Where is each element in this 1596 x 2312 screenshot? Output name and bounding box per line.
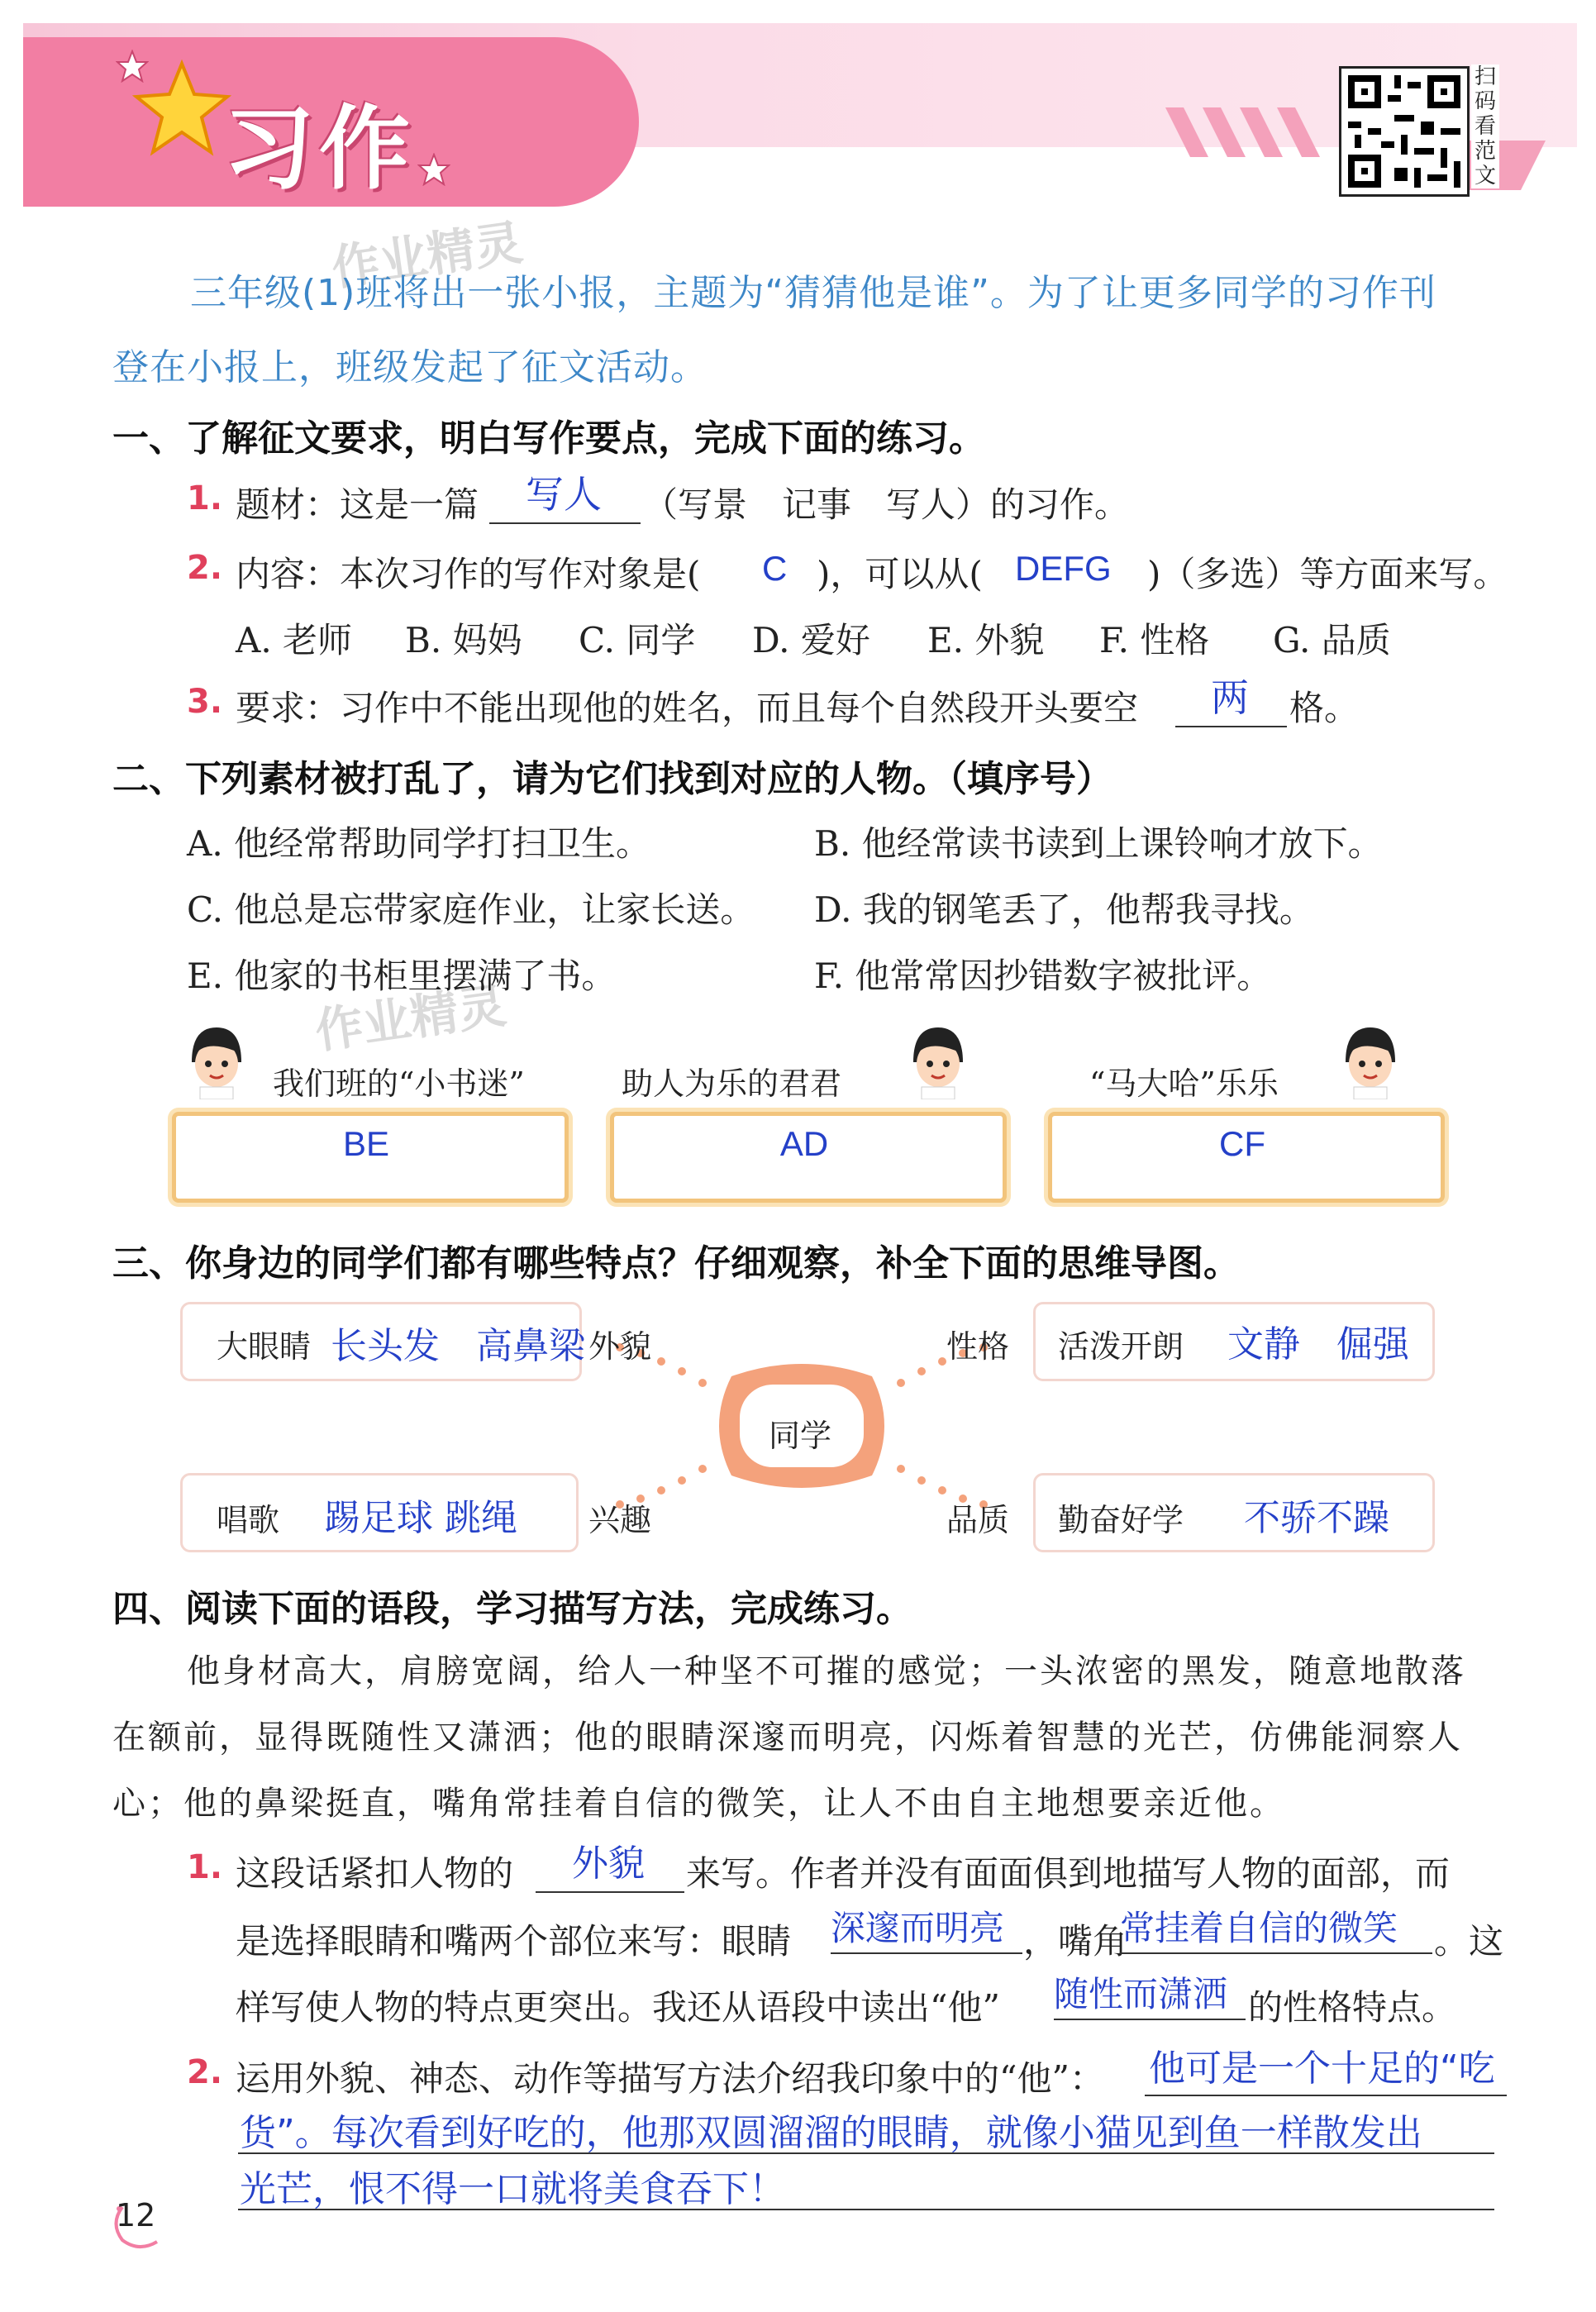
qr-label-char: 范 [1474,139,1496,164]
intro-line: 登在小报上，班级发起了征文活动。 [112,346,707,389]
answer-text: 不骄不躁 [1244,1497,1389,1539]
material-item: B. 他经常读书读到上课铃响才放下。 [814,823,1383,864]
question-number: 1. [187,479,223,517]
branch-label: 性格 [946,1328,1010,1365]
question-number: 3. [187,683,223,721]
material-item: E. 他家的书柜里摆满了书。 [187,956,617,996]
answer-text: 随性而潇洒 [1054,1974,1228,2014]
branch-label: 品质 [946,1502,1010,1538]
intro-line: 三年级(1)班将出一张小报，主题为“猜猜他是谁”。为了让更多同学的习作刊 [190,272,1436,314]
answer-text: C [762,549,788,588]
option: G. 品质 [1273,620,1391,660]
section-heading: 四、阅读下面的语段，学习描写方法，完成练习。 [112,1588,912,1630]
passage-line: 他身材高大，肩膀宽阔，给人一种坚不可摧的感觉；一头浓密的黑发，随意地散落 [187,1652,1466,1690]
option: E. 外貌 [927,620,1045,660]
option: C. 同学 [579,620,696,660]
answer-text: 长头发 高鼻梁 [331,1325,585,1367]
question-text: )（多选）等方面来写。 [1147,554,1508,594]
question-number: 2. [187,2053,223,2091]
material-item: A. 他经常帮助同学打扫卫生。 [187,823,651,864]
question-text: 是选择眼睛和嘴两个部位来写：眼睛 [236,1921,792,1962]
mind-map-center: 同学 [769,1418,832,1454]
question-text: 题材：这是一篇 [236,484,479,525]
question-text: 格。 [1289,688,1360,728]
answer-line [489,522,641,524]
answer-text: BE [342,1124,390,1163]
answer-text: 光芒，恨不得一口就将美食吞下！ [240,2168,785,2210]
qr-label-char: 扫 [1474,64,1496,89]
watermark: 作业精灵 [312,977,510,1060]
given-trait: 唱歌 [217,1502,280,1538]
option: F. 性格 [1099,620,1210,660]
decorative-stripes [1165,107,1331,165]
boy-avatar-icon [905,1021,971,1099]
person-label: 我们班的“小书迷” [273,1065,525,1102]
answer-line [536,1891,684,1893]
passage-line: 在额前，显得既随性又潇洒；他的眼睛深邃而明亮，闪烁着智慧的光芒，仿佛能洞察人 [112,1719,1463,1757]
given-trait: 活泼开朗 [1058,1328,1184,1365]
answer-text: 深邃而明亮 [831,1908,1005,1948]
question-text: )，可以从( [817,554,983,594]
qr-label-char: 码 [1474,89,1496,114]
question-text: （写景 记事 写人）的习作。 [643,484,1130,525]
answer-line [1054,2019,1246,2020]
passage-line: 心；他的鼻梁挺直，嘴角常挂着自信的微笑，让人不由自主地想要亲近他。 [112,1785,1285,1823]
answer-text: CF [1219,1124,1265,1163]
question-number: 2. [187,549,223,587]
page-title: 习作 [223,96,415,202]
option: B. 妈妈 [405,620,522,660]
answer-text: 文静 倔强 [1227,1323,1409,1366]
question-text: ，嘴角 [1023,1921,1128,1962]
section-heading: 一、了解征文要求，明白写作要点，完成下面的练习。 [112,417,985,460]
answer-text: 两 [1211,675,1249,720]
question-text: 。这 [1434,1921,1504,1962]
material-item: F. 他常常因抄错数字被批评。 [814,956,1272,996]
question-text: 这段话紧扣人物的 [236,1853,514,1894]
option: D. 爱好 [752,620,870,660]
small-star-icon [417,153,450,186]
branch-label: 兴趣 [588,1502,652,1538]
question-text: 内容：本次习作的写作对象是( [236,554,701,594]
answer-line [1175,726,1287,727]
question-text: 样写使人物的特点更突出。我还从语段中读出“他” [236,1987,1000,2028]
section-heading: 三、你身边的同学们都有哪些特点？仔细观察，补全下面的思维导图。 [112,1242,1240,1285]
qr-label-char: 文 [1474,164,1496,188]
person-label: 助人为乐的君君 [622,1065,842,1102]
watermark: 作业精灵 [328,214,526,297]
answer-text: 踢足球 跳绳 [324,1497,517,1539]
material-item: C. 他总是忘带家庭作业，让家长送。 [187,889,755,930]
answer-line [1120,1952,1432,1954]
answer-text: 货”。每次看到好吃的，他那双圆溜溜的眼睛，就像小猫见到鱼一样散发出 [240,2112,1422,2154]
person-label: “马大哈”乐乐 [1089,1065,1279,1102]
answer-text: 外貌 [572,1842,645,1885]
given-trait: 大眼睛 [217,1328,312,1365]
answer-line [1145,2095,1507,2096]
answer-text: 他可是一个十足的“吃 [1149,2047,1495,2090]
small-star-icon [116,50,149,83]
answer-line [831,1952,1022,1954]
option: A. 老师 [236,620,353,660]
question-text: 来写。作者并没有面面俱到地描写人物的面部，而 [686,1853,1451,1894]
boy-avatar-icon [183,1021,250,1099]
qr-code-icon [1341,69,1467,194]
question-text: 要求：习作中不能出现他的姓名，而且每个自然段开头要空 [236,688,1139,728]
answer-text: DEFG [1015,549,1112,588]
qr-label-char: 看 [1474,114,1496,139]
qr-code[interactable] [1339,66,1470,197]
material-item: D. 我的钢笔丢了，他帮我寻找。 [814,889,1314,930]
boy-avatar-icon [1337,1021,1403,1099]
qr-label [1471,64,1499,188]
question-text: 的性格特点。 [1248,1987,1457,2028]
section-heading: 二、下列素材被打乱了，请为它们找到对应的人物。（填序号） [112,758,1112,800]
given-trait: 勤奋好学 [1058,1502,1184,1538]
branch-label: 外貌 [588,1328,652,1365]
question-text: 运用外貌、神态、动作等描写方法介绍我印象中的“他”： [236,2058,1104,2099]
answer-text: 写人 [526,472,602,517]
answer-text: AD [779,1124,829,1163]
question-number: 1. [187,1848,223,1886]
answer-text: 常挂着自信的微笑 [1120,1908,1398,1948]
page-number: 12 [116,2197,156,2233]
